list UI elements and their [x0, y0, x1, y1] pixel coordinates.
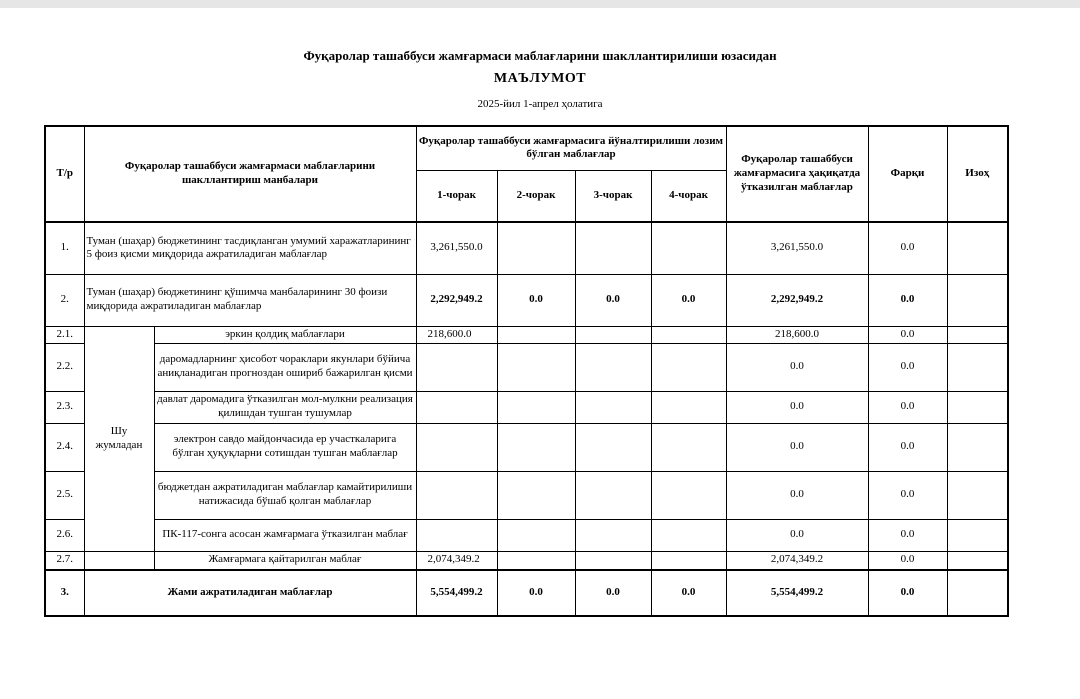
row-diff: 0.0 — [868, 471, 947, 519]
row-q1: 218,600.0 — [416, 326, 497, 343]
total-q3: 0.0 — [575, 570, 651, 616]
date-line: 2025-йил 1-апрел ҳолатига — [477, 98, 603, 110]
row-actual: 3,261,550.0 — [726, 222, 868, 274]
row-q3 — [575, 222, 651, 274]
document-subtitle: МАЪЛУМОТ — [493, 71, 587, 86]
row-source: даромадларнинг ҳисобот чораклари якунлари бўйича аниқланадиган прогноздан ошириб бажарилган қисми — [154, 343, 416, 391]
row-no: 2.1. — [45, 326, 84, 343]
header-diff: Фарқи — [868, 126, 947, 222]
row-q3 — [575, 551, 651, 570]
row-q2 — [497, 471, 575, 519]
row-q4 — [651, 326, 726, 343]
total-actual: 5,554,499.2 — [726, 570, 868, 616]
row-no: 2.6. — [45, 519, 84, 551]
row-q3 — [575, 519, 651, 551]
row-q1 — [416, 423, 497, 471]
header-note: Изоҳ — [947, 126, 1008, 222]
row-q3 — [575, 423, 651, 471]
funding-table — [44, 125, 1009, 617]
row-q4 — [651, 471, 726, 519]
table-row — [45, 391, 1008, 423]
total-source: Жами ажратиладиган маблағлар — [84, 570, 416, 616]
row-q4 — [651, 423, 726, 471]
empty-group-cell — [84, 551, 154, 570]
row-q2 — [497, 391, 575, 423]
table-row — [45, 222, 1008, 274]
total-no: 3. — [45, 570, 84, 616]
row-q2 — [497, 551, 575, 570]
table-row — [45, 423, 1008, 471]
row-q4 — [651, 222, 726, 274]
row-q2 — [497, 222, 575, 274]
total-q4: 0.0 — [651, 570, 726, 616]
row-source: Туман (шаҳар) бюджетининг қўшимча манбаларининг 30 фоизи миқдорида ажратиладиган маблағлар — [84, 274, 416, 326]
row-actual: 0.0 — [726, 519, 868, 551]
row-actual: 2,074,349.2 — [726, 551, 868, 570]
row-q4 — [651, 343, 726, 391]
header-q3: 3-чорак — [575, 170, 651, 222]
row-actual: 0.0 — [726, 343, 868, 391]
row-q2: 0.0 — [497, 274, 575, 326]
row-q4: 0.0 — [651, 274, 726, 326]
row-q1: 2,292,949.2 — [416, 274, 497, 326]
row-diff: 0.0 — [868, 551, 947, 570]
row-diff: 0.0 — [868, 274, 947, 326]
row-q1: 2,074,349.2 — [416, 551, 497, 570]
document-title: Фуқаролар ташаббуси жамғармаси маблағларини шакллантирилиши юзасидан — [303, 48, 777, 63]
header-source: Фуқаролар ташаббуси жамғармаси маблағларини шакллантириш манбалари — [84, 126, 416, 222]
total-q2: 0.0 — [497, 570, 575, 616]
top-bar — [0, 0, 1080, 8]
row-q1 — [416, 519, 497, 551]
row-note — [947, 471, 1008, 519]
row-source: Туман (шаҳар) бюджетининг тасдиқланган умумий харажатларининг 5 фоиз қисми миқдорида ажратиладиган маблағлар — [84, 222, 416, 274]
group-label: Шу жумладан — [84, 326, 154, 551]
row-diff: 0.0 — [868, 391, 947, 423]
table-row — [45, 471, 1008, 519]
row-q3 — [575, 326, 651, 343]
row-diff: 0.0 — [868, 222, 947, 274]
row-q4 — [651, 519, 726, 551]
table-row — [45, 551, 1008, 570]
row-diff: 0.0 — [868, 423, 947, 471]
row-note — [947, 274, 1008, 326]
row-actual: 0.0 — [726, 471, 868, 519]
row-q1 — [416, 391, 497, 423]
row-source: давлат даромадига ўтказилган мол-мулкни реализация қилишдан тушган тушумлар — [154, 391, 416, 423]
row-no: 2.3. — [45, 391, 84, 423]
row-q2 — [497, 423, 575, 471]
row-source: электрон савдо майдончасида ер участкаларига бўлган ҳуқуқларни сотишдан тушган маблағлар — [154, 423, 416, 471]
total-row — [45, 570, 1008, 616]
row-note — [947, 551, 1008, 570]
row-q2 — [497, 326, 575, 343]
row-no: 2.2. — [45, 343, 84, 391]
table-row — [45, 274, 1008, 326]
row-actual: 2,292,949.2 — [726, 274, 868, 326]
row-actual: 0.0 — [726, 391, 868, 423]
header-actual: Фуқаролар ташаббуси жамғармасига ҳақиқатда ўтказилган маблағлар — [726, 126, 868, 222]
row-q2 — [497, 519, 575, 551]
row-q3 — [575, 343, 651, 391]
header-q2: 2-чорак — [497, 170, 575, 222]
table-row — [45, 519, 1008, 551]
row-q3 — [575, 471, 651, 519]
row-note — [947, 423, 1008, 471]
row-source: эркин қолдиқ маблағлари — [154, 326, 416, 343]
row-q1 — [416, 343, 497, 391]
row-diff: 0.0 — [868, 519, 947, 551]
header-q4: 4-чорак — [651, 170, 726, 222]
table-row — [45, 326, 1008, 343]
row-source: ПК-117-сонга асосан жамғармага ўтказилган маблағ — [154, 519, 416, 551]
row-note — [947, 391, 1008, 423]
row-actual: 218,600.0 — [726, 326, 868, 343]
row-q1 — [416, 471, 497, 519]
row-q1: 3,261,550.0 — [416, 222, 497, 274]
row-no: 1. — [45, 222, 84, 274]
row-note — [947, 343, 1008, 391]
row-no: 2.4. — [45, 423, 84, 471]
total-note — [947, 570, 1008, 616]
header-planned: Фуқаролар ташаббуси жамғармасига йўналтирилиши лозим бўлган маблағлар — [416, 126, 726, 170]
row-source: Жамғармага қайтарилган маблағ — [154, 551, 416, 570]
row-note — [947, 326, 1008, 343]
total-q1: 5,554,499.2 — [416, 570, 497, 616]
row-q3 — [575, 391, 651, 423]
row-no: 2.7. — [45, 551, 84, 570]
header-no: Т/р — [45, 126, 84, 222]
table-row — [45, 343, 1008, 391]
row-q3: 0.0 — [575, 274, 651, 326]
row-actual: 0.0 — [726, 423, 868, 471]
row-diff: 0.0 — [868, 343, 947, 391]
row-no: 2. — [45, 274, 84, 326]
row-note — [947, 519, 1008, 551]
header-q1: 1-чорак — [416, 170, 497, 222]
row-note — [947, 222, 1008, 274]
row-q2 — [497, 343, 575, 391]
row-no: 2.5. — [45, 471, 84, 519]
total-diff: 0.0 — [868, 570, 947, 616]
row-source: бюджетдан ажратиладиган маблағлар камайтирилиши натижасида бўшаб қолган маблағлар — [154, 471, 416, 519]
row-diff: 0.0 — [868, 326, 947, 343]
row-q4 — [651, 551, 726, 570]
row-q4 — [651, 391, 726, 423]
